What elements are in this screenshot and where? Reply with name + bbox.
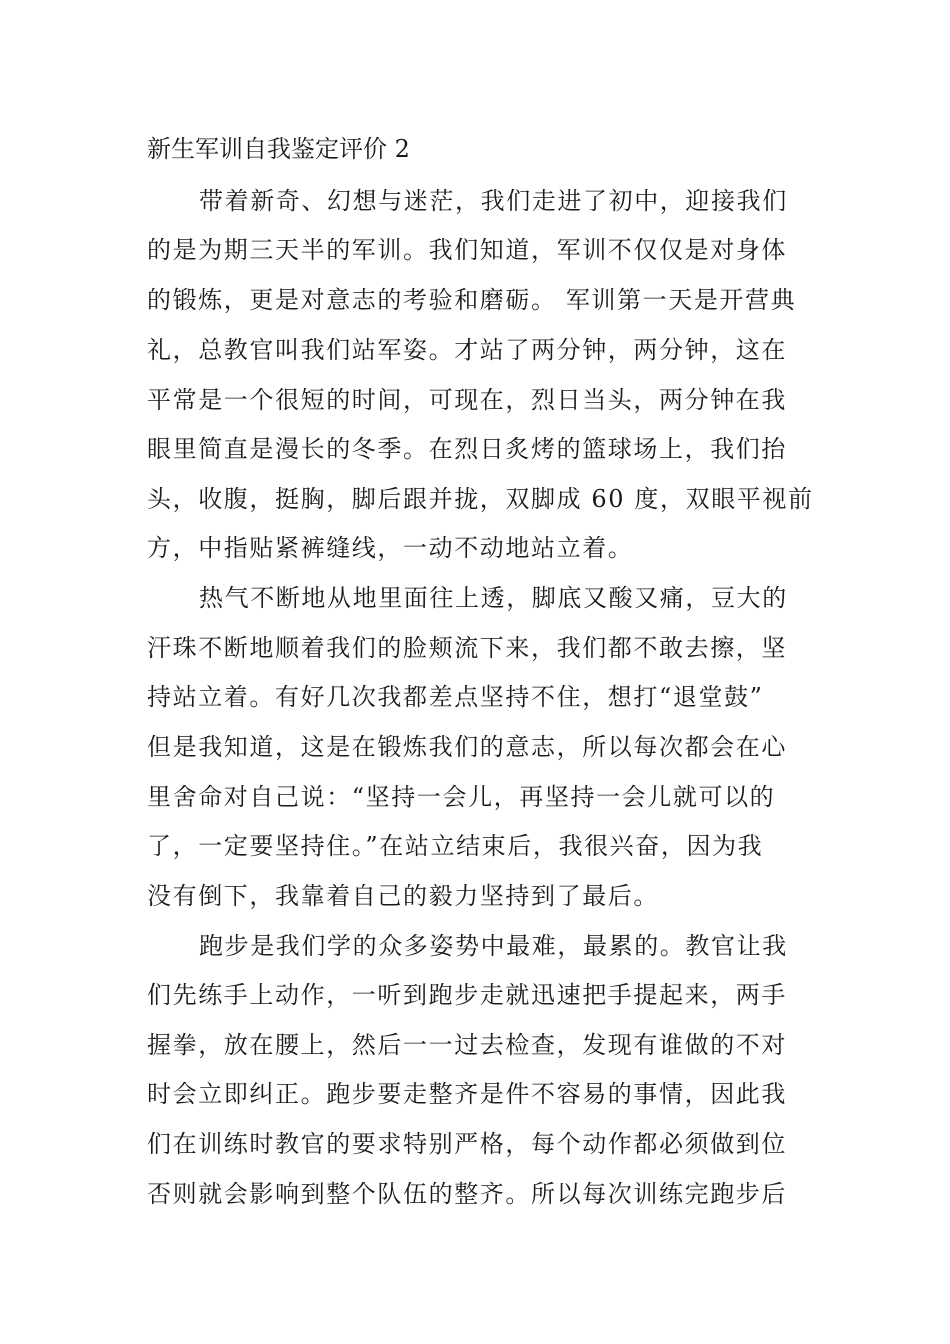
paragraph-line: 平常是一个很短的时间，可现在，烈日当头，两分钟在我 — [147, 386, 787, 414]
paragraph-line: 热气不断地从地里面往上透，脚底又酸又痛，豆大的 — [199, 584, 788, 612]
paragraph-line: 眼里简直是漫长的冬季。在烈日炙烤的篮球场上，我们抬 — [147, 435, 787, 463]
paragraph-line: 跑步是我们学的众多姿势中最难，最累的。教官让我 — [199, 932, 788, 960]
paragraph-line: 握拳，放在腰上，然后一一过去检查，发现有谁做的不对 — [147, 1031, 787, 1059]
paragraph-line: 持站立着。有好几次我都差点坚持不住，想打“退堂鼓” — [147, 683, 764, 711]
paragraph-line: 否则就会影响到整个队伍的整齐。所以每次训练完跑步后 — [147, 1180, 787, 1208]
paragraph-line: 的锻炼，更是对意志的考验和磨砺。 军训第一天是开营典 — [147, 286, 797, 314]
paragraph-line: 方，中指贴紧裤缝线，一动不动地站立着。 — [147, 534, 634, 562]
paragraph-line: 的是为期三天半的军训。我们知道，军训不仅仅是对身体 — [147, 236, 787, 264]
paragraph-line: 们在训练时教官的要求特别严格，每个动作都必须做到位 — [147, 1130, 787, 1158]
paragraph-line: 里舍命对自己说：“坚持一会儿，再坚持一会儿就可以的 — [147, 783, 776, 811]
paragraph-line: 但是我知道，这是在锻炼我们的意志，所以每次都会在心 — [147, 733, 787, 761]
paragraph-line: 了，一定要坚持住。”在站立结束后，我很兴奋，因为我 — [147, 832, 764, 860]
paragraph-line: 汗珠不断地顺着我们的脸颊流下来，我们都不敢去擦，坚 — [147, 634, 787, 662]
paragraph-line: 带着新奇、幻想与迷茫，我们走进了初中，迎接我们 — [199, 187, 788, 215]
paragraph-line: 没有倒下，我靠着自己的毅力坚持到了最后。 — [147, 882, 659, 910]
paragraph-line: 礼，总教官叫我们站军姿。才站了两分钟，两分钟，这在 — [147, 336, 787, 364]
document-title: 新生军训自我鉴定评价 2 — [147, 135, 410, 163]
paragraph-line: 头，收腹，挺胸，脚后跟并拢，双脚成 60 度，双眼平视前 — [147, 485, 814, 513]
paragraph-line: 们先练手上动作，一听到跑步走就迅速把手提起来，两手 — [147, 981, 787, 1009]
paragraph-line: 时会立即纠正。跑步要走整齐是件不容易的事情，因此我 — [147, 1080, 787, 1108]
